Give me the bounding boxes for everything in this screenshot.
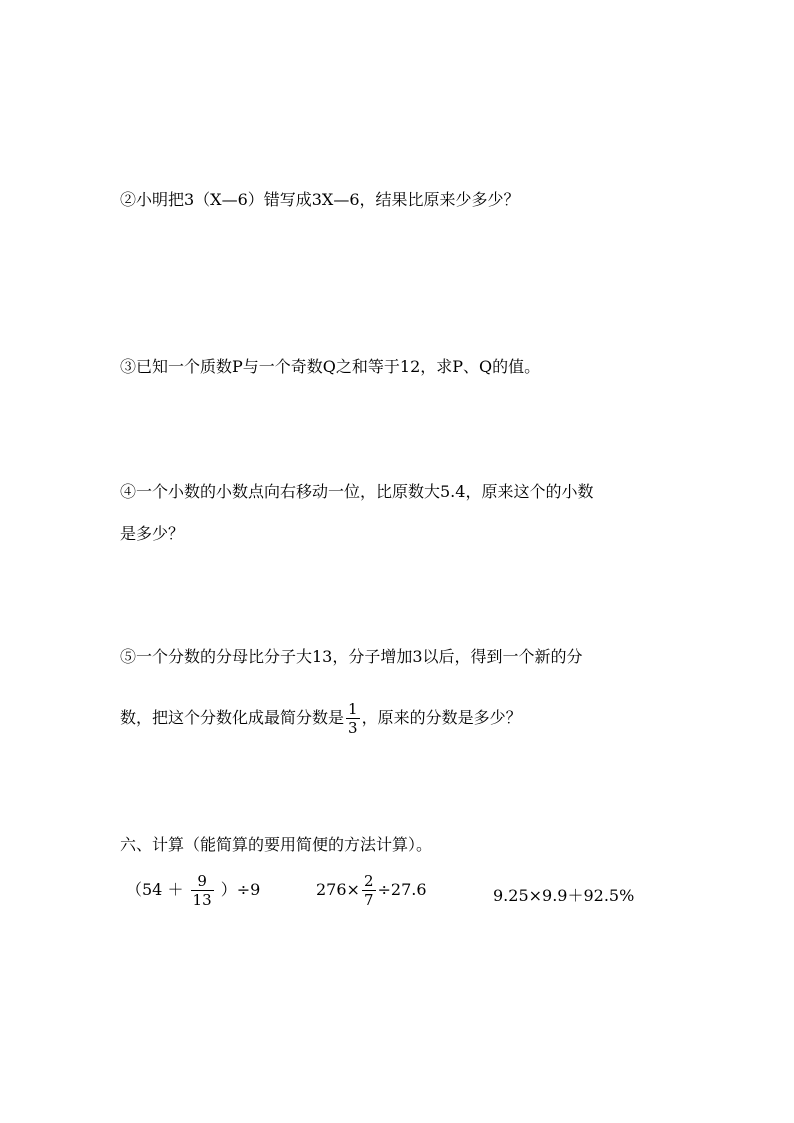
calc-expression-1 <box>126 872 260 909</box>
expr1-after: ）÷9 <box>220 880 261 899</box>
question-5-text-after: ，原来的分数是多少？ <box>361 708 522 727</box>
question-5-text-before: 数，把这个分数化成最简分数是 <box>120 708 345 727</box>
fraction-denominator: 3 <box>348 719 358 737</box>
question-3: ③已知一个质数P与一个奇数Q之和等于12，求P、Q的值。 <box>120 357 541 376</box>
fraction-denominator: 7 <box>363 891 374 909</box>
fraction-numerator: 1 <box>348 700 358 718</box>
fraction-numerator: 2 <box>363 872 374 890</box>
expr1-before: （54 ＋ <box>126 880 184 899</box>
fraction-numerator: 9 <box>197 872 207 890</box>
question-2: ②小明把3（X—6）错写成3X—6，结果比原来少多少？ <box>120 190 520 209</box>
question-4-line-1: ④一个小数的小数点向右移动一位，比原数大5.4，原来这个的小数 <box>120 482 594 501</box>
question-5-fraction <box>346 700 360 737</box>
question-5-line-2 <box>120 700 522 737</box>
expr1-fraction <box>191 872 214 909</box>
question-5-line-1: ⑤一个分数的分母比分子大13，分子增加3以后，得到一个新的分 <box>120 647 583 666</box>
section-6-heading: 六、计算（能简算的要用简便的方法计算）。 <box>120 835 433 854</box>
expr2-fraction <box>362 872 376 909</box>
expr2-before: 276× <box>316 880 360 899</box>
fraction-denominator: 13 <box>192 891 212 909</box>
calc-expression-3: 9.25×9.9＋92.5% <box>493 886 635 905</box>
question-4-line-2: 是多少？ <box>120 524 185 543</box>
expr2-after: ÷27.6 <box>377 880 427 899</box>
calc-expression-2 <box>316 872 427 909</box>
